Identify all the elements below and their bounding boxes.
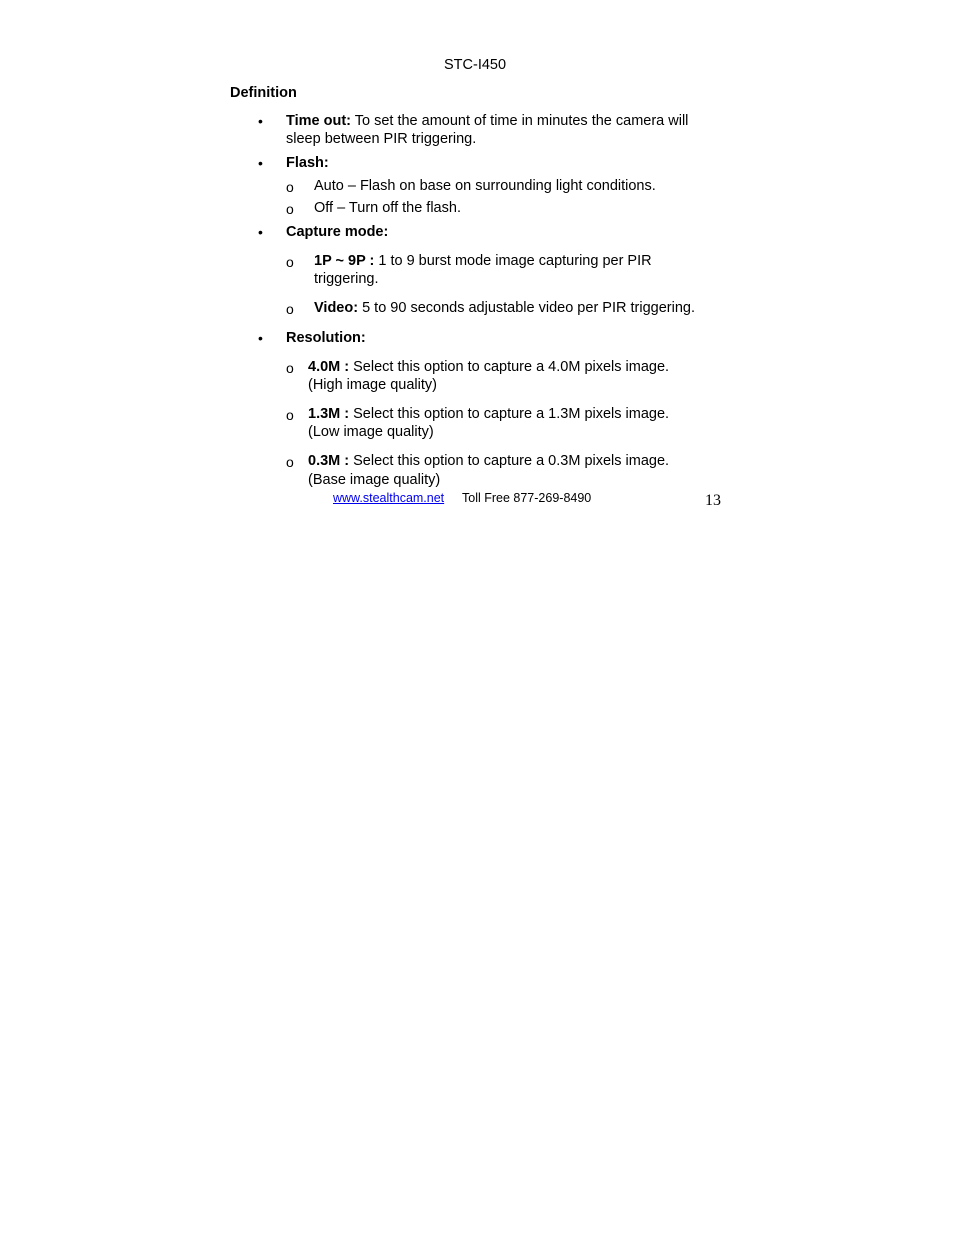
sub-bullet-circle-icon: o — [286, 201, 294, 217]
sub-bullet-circle-icon: o — [286, 360, 294, 376]
sub-bullet-circle-icon: o — [286, 301, 294, 317]
capture-burst-line1 — [314, 252, 652, 270]
bullet-icon: • — [258, 224, 263, 240]
capture-video-line — [314, 299, 695, 317]
timeout-text-2: sleep between PIR triggering. — [286, 131, 477, 147]
sub-bullet-circle-icon: o — [286, 179, 294, 195]
footer-toll-free: Toll Free 877-269-8490 — [462, 491, 592, 505]
timeout-line1 — [286, 112, 688, 130]
resolution-0-3m-label: 0.3M : — [308, 453, 350, 469]
capture-video-text: 5 to 90 seconds adjustable video per PIR triggering. — [358, 300, 695, 316]
bullet-icon: • — [258, 113, 263, 129]
resolution-1-3m-text-1: Select this option to capture a 1.3M pixels image. — [349, 406, 670, 422]
resolution-4m-text-2: (High image quality) — [308, 377, 437, 393]
timeout-label: Time out: — [286, 113, 351, 129]
timeout-text-1: To set the amount of time in minutes the camera will — [350, 113, 689, 129]
capture-burst-text-2: triggering. — [314, 271, 379, 287]
capture-video-label: Video: — [314, 300, 359, 316]
capture-burst-label: 1P ~ 9P : — [314, 253, 375, 269]
bullet-icon: • — [258, 330, 263, 346]
sub-bullet-circle-icon: o — [286, 407, 294, 423]
resolution-0-3m-text-2: (Base image quality) — [308, 472, 441, 488]
resolution-1-3m-text-2: (Low image quality) — [308, 424, 434, 440]
flash-option-auto: Auto – Flash on base on surrounding light conditions. — [314, 178, 656, 194]
flash-label: Flash: — [286, 155, 329, 171]
page-number: 13 — [705, 492, 721, 509]
resolution-1-3m-line1 — [308, 405, 669, 423]
resolution-4m-line1 — [308, 358, 669, 376]
document-header-model: STC-I450 — [444, 57, 507, 73]
resolution-4m-text-1: Select this option to capture a 4.0M pixels image. — [349, 359, 670, 375]
capture-burst-text-1: 1 to 9 burst mode image capturing per PIR — [374, 253, 652, 269]
resolution-0-3m-line1 — [308, 452, 669, 470]
sub-bullet-circle-icon: o — [286, 454, 294, 470]
flash-option-off: Off – Turn off the flash. — [314, 200, 461, 216]
resolution-4m-label: 4.0M : — [308, 359, 350, 375]
resolution-label: Resolution: — [286, 330, 366, 346]
resolution-1-3m-label: 1.3M : — [308, 406, 350, 422]
resolution-0-3m-text-1: Select this option to capture a 0.3M pixels image. — [349, 453, 670, 469]
sub-bullet-circle-icon: o — [286, 254, 294, 270]
footer-website-link[interactable]: www.stealthcam.net — [333, 491, 445, 505]
section-heading: Definition — [230, 85, 297, 101]
bullet-icon: • — [258, 155, 263, 171]
capture-mode-label: Capture mode: — [286, 224, 389, 240]
